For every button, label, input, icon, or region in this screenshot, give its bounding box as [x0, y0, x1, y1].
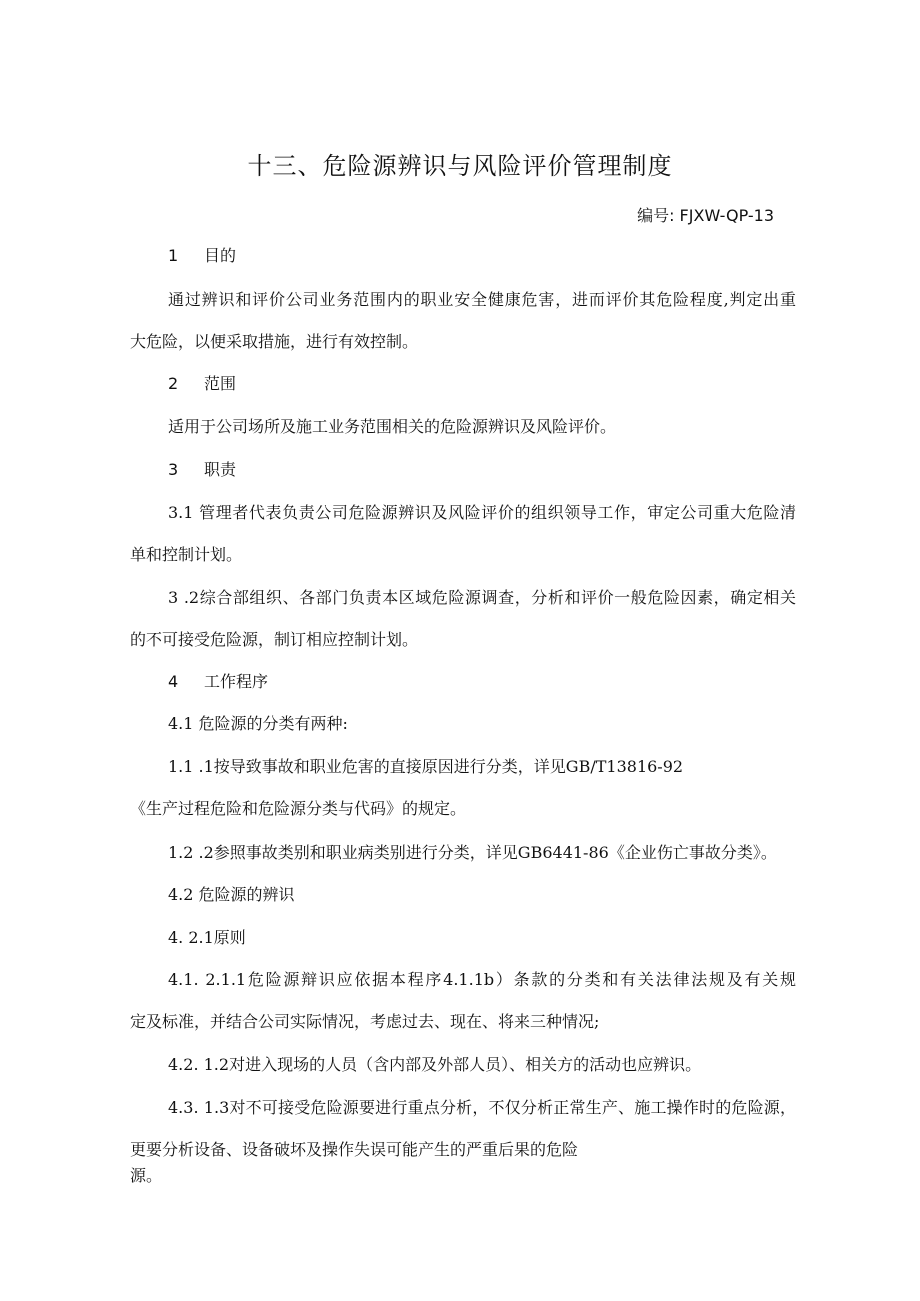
paragraph-line: 4. 2.1原则 — [168, 928, 246, 947]
paragraph-line: 1.2 .2参照事故类别和职业病类别进行分类，详见GB6441-86《企业伤亡事故分类》。 — [168, 843, 777, 862]
page-title: 十三、危险源辨识与风险评价管理制度 — [247, 152, 673, 180]
section-number: 3 — [168, 460, 179, 479]
paragraph-line: 3 .2综合部组织、各部门负责本区域危险源调查，分析和评价一般危险因素，确定相关 — [168, 588, 796, 607]
paragraph-line: 4.1. 2.1.1危险源辩识应依据本程序4.1.1b）条款的分类和有关法律法规及有关规 — [168, 970, 796, 989]
paragraph-line: 通过辨识和评价公司业务范围内的职业安全健康危害，进而评价其危险程度,判定出重 — [168, 290, 796, 309]
paragraph-line: 的不可接受危险源，制订相应控制计划。 — [130, 630, 419, 649]
section-number: 2 — [168, 374, 179, 393]
paragraph-line: 3.1 管理者代表负责公司危险源辨识及风险评价的组织领导工作，审定公司重大危险清 — [168, 503, 796, 522]
paragraph-line: 4.2 危险源的辨识 — [168, 885, 295, 904]
paragraph-line: 1.1 .1按导致事故和职业危害的直接原因进行分类，详见GB/T13816-92 — [168, 757, 684, 776]
document-code: 编号: FJXW-QP-13 — [637, 206, 774, 225]
paragraph-line: 4.1 危险源的分类有两种: — [168, 714, 348, 733]
paragraph-line: 4.2. 1.2对进入现场的人员（含内部及外部人员）、相关方的活动也应辨识。 — [168, 1055, 702, 1074]
paragraph-line: 4.3. 1.3对不可接受危险源要进行重点分析，不仅分析正常生产、施工操作时的危险源， — [168, 1098, 796, 1117]
paragraph-line: 大危险，以便采取措施，进行有效控制。 — [130, 332, 419, 351]
section-heading-scope — [168, 374, 236, 394]
section-title: 职责 — [204, 460, 237, 479]
paragraph-line: 更要分析设备、设备破坏及操作失误可能产生的严重后果的危险 — [130, 1140, 579, 1159]
section-number: 1 — [168, 246, 179, 265]
section-heading-purpose — [168, 246, 236, 266]
paragraph-line: 定及标准，并结合公司实际情况，考虑过去、现在、将来三种情况; — [130, 1012, 600, 1031]
section-title: 范围 — [204, 374, 237, 393]
section-heading-responsibility — [168, 460, 236, 480]
paragraph-line: 源。 — [130, 1166, 163, 1185]
paragraph-line: 适用于公司场所及施工业务范围相关的危险源辨识及风险评价。 — [168, 417, 617, 436]
paragraph-line: 《生产过程危险和危险源分类与代码》的规定。 — [130, 799, 467, 818]
section-number: 4 — [168, 672, 179, 691]
section-title: 工作程序 — [204, 672, 269, 691]
section-title: 目的 — [204, 246, 237, 265]
paragraph-line: 单和控制计划。 — [130, 545, 243, 564]
section-heading-procedure — [168, 672, 268, 692]
